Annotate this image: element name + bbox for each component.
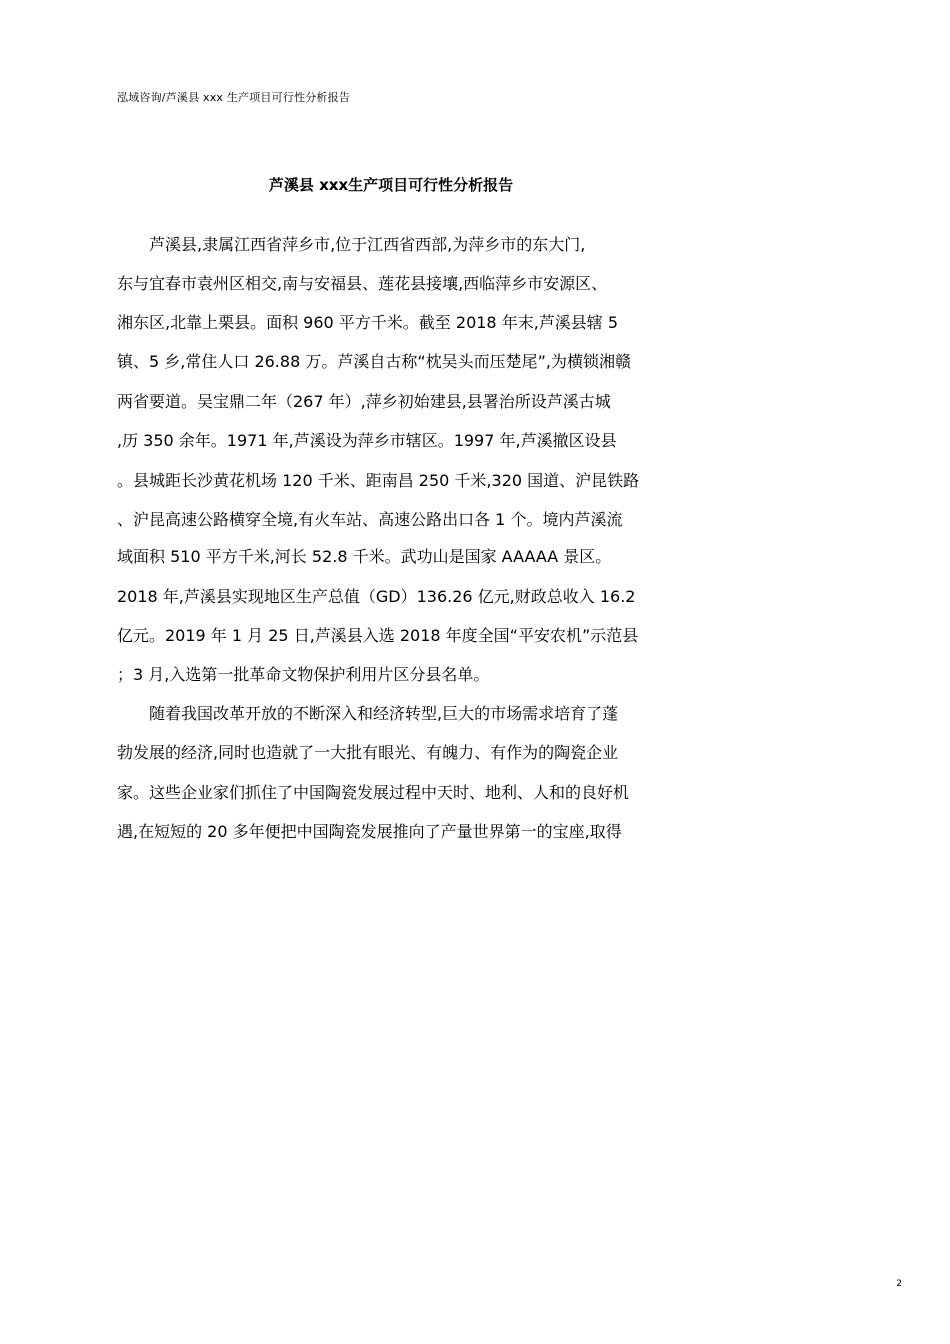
document-title: 芦溪县 xxx生产项目可行性分析报告 [268, 176, 514, 194]
paragraph-line: 湘东区,北靠上栗县。面积 960 平方千米。截至 2018 年末,芦溪县辖 5 [117, 313, 619, 332]
paragraph-line: 勃发展的经济,同时也造就了一大批有眼光、有魄力、有作为的陶瓷企业 [117, 743, 619, 762]
paragraph-line: 镇、5 乡,常住人口 26.88 万。芦溪自古称“枕吴头而压楚尾”,为横锁湘赣 [117, 352, 631, 371]
paragraph-line: 遇,在短短的 20 多年便把中国陶瓷发展推向了产量世界第一的宝座,取得 [117, 822, 622, 841]
paragraph-line: ,历 350 余年。1971 年,芦溪设为萍乡市辖区。1997 年,芦溪撤区设县 [117, 431, 617, 450]
paragraph-line: 、沪昆高速公路横穿全境,有火车站、高速公路出口各 1 个。境内芦溪流 [117, 510, 623, 529]
running-header: 泓域咨询/芦溪县 xxx 生产项目可行性分析报告 [117, 91, 351, 104]
paragraph-line: 东与宜春市袁州区相交,南与安福县、莲花县接壤,西临萍乡市安源区、 [117, 274, 608, 293]
page-number: 2 [896, 1279, 902, 1289]
paragraph-line: 域面积 510 平方千米,河长 52.8 千米。武功山是国家 AAAAA 景区。 [117, 547, 612, 566]
paragraph-line: 家。这些企业家们抓住了中国陶瓷发展过程中天时、地利、人和的良好机 [117, 783, 630, 802]
paragraph-line: 2018 年,芦溪县实现地区生产总值（GD）136.26 亿元,财政总收入 16.2 [117, 587, 636, 606]
paragraph-line: 。县城距长沙黄花机场 120 千米、距南昌 250 千米,320 国道、沪昆铁路 [117, 471, 640, 490]
paragraph-line: ；3 月,入选第一批革命文物保护利用片区分县名单。 [117, 665, 490, 684]
paragraph-line: 随着我国改革开放的不断深入和经济转型,巨大的市场需求培育了蓬 [149, 704, 619, 723]
paragraph-line: 亿元。2019 年 1 月 25 日,芦溪县入选 2018 年度全国“平安农机”示范县 [117, 626, 639, 645]
paragraph-line: 两省要道。吴宝鼎二年（267 年）,萍乡初始建县,县署治所设芦溪古城 [117, 392, 611, 411]
paragraph-line: 芦溪县,隶属江西省萍乡市,位于江西省西部,为萍乡市的东大门, [149, 235, 586, 254]
